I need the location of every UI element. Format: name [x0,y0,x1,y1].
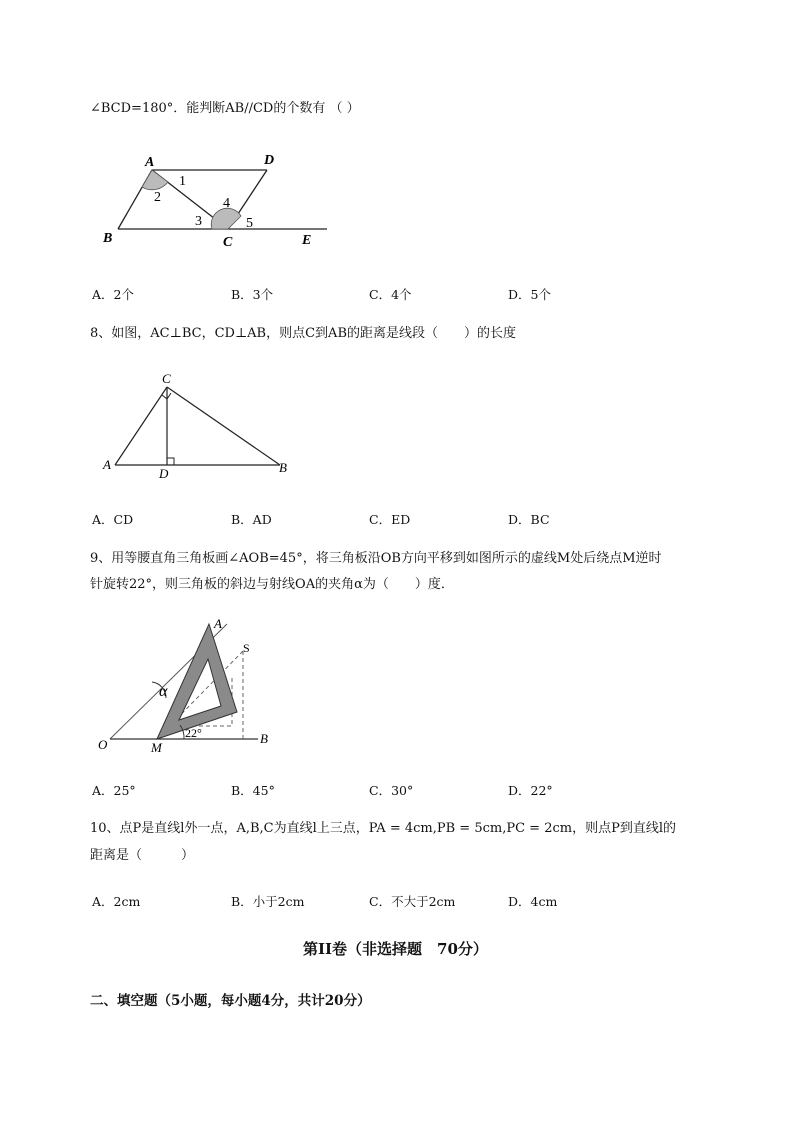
q9-label-A: A [214,616,222,631]
q8-option-b[interactable]: B．AD [231,512,272,527]
q7-label-A: A [145,155,155,170]
q10-option-d[interactable]: D．4cm [508,894,558,909]
q8-option-a[interactable]: A．CD [92,512,134,527]
q9-label-O: O [98,737,108,752]
q8-option-d[interactable]: D．BC [508,512,550,527]
q7-angle-1: 1 [179,174,186,189]
q7-option-b[interactable]: B．3个 [231,287,274,302]
q9-stem-line1: 9、用等腰直角三角板画∠AOB=45°，将三角板沿OB方向平移到如图所示的虚线M处后绕点M逆时 [90,551,662,566]
q7-figure [95,150,335,250]
q7-angle-3: 3 [195,214,202,229]
q9-option-a[interactable]: A．25° [92,783,136,798]
q7-option-d[interactable]: D．5个 [508,287,551,302]
q9-label-S: S [243,641,250,655]
q10-stem-line2: 距离是（ ） [90,848,195,863]
q10-option-a[interactable]: A．2cm [92,894,141,909]
q7-label-B: B [103,231,113,246]
q9-label-alpha: α [159,683,168,700]
q7-stem-tail: ∠BCD=180°．能判断AB//CD的个数有 （ ） [90,101,360,116]
q9-stem-line2: 针旋转22°，则三角板的斜边与射线OA的夹角α为（ ）度． [90,577,454,592]
q7-label-D: D [264,153,275,168]
section2-title: 二、填空题（5小题，每小题4分，共计20分） [90,993,371,1009]
q8-label-B: B [279,460,287,475]
q8-stem: 8、如图，AC⊥BC，CD⊥AB，则点C到AB的距离是线段（ ）的长度 [90,326,516,341]
q7-option-c[interactable]: C．4个 [369,287,412,302]
q7-angle-4: 4 [223,196,230,211]
q9-label-angle: 22° [185,726,202,740]
q10-stem-line1: 10、点P是直线l外一点，A,B,C为直线l上三点，PA = 4cm,PB = 5cm,PC = 2cm，则点P到直线l的 [90,821,676,836]
q7-label-E: E [302,233,312,248]
q10-option-c[interactable]: C．不大于2cm [369,894,456,909]
q8-label-C: C [162,371,171,386]
q9-option-c[interactable]: C．30° [369,783,414,798]
q9-option-b[interactable]: B．45° [231,783,275,798]
q8-label-D: D [159,466,169,480]
q9-label-M: M [151,740,162,755]
q8-figure [100,368,300,480]
part2-title: 第II卷（非选择题 70分） [303,940,488,958]
q9-option-d[interactable]: D．22° [508,783,553,798]
q7-label-C: C [223,235,233,250]
q7-option-a[interactable]: A．2个 [92,287,134,302]
q8-option-c[interactable]: C．ED [369,512,411,527]
q8-label-A: A [103,457,111,472]
q7-angle-2: 2 [154,190,161,205]
q10-option-b[interactable]: B．小于2cm [231,894,305,909]
q9-figure [95,612,280,757]
q7-angle-5: 5 [246,216,253,231]
q9-label-B: B [260,731,268,746]
